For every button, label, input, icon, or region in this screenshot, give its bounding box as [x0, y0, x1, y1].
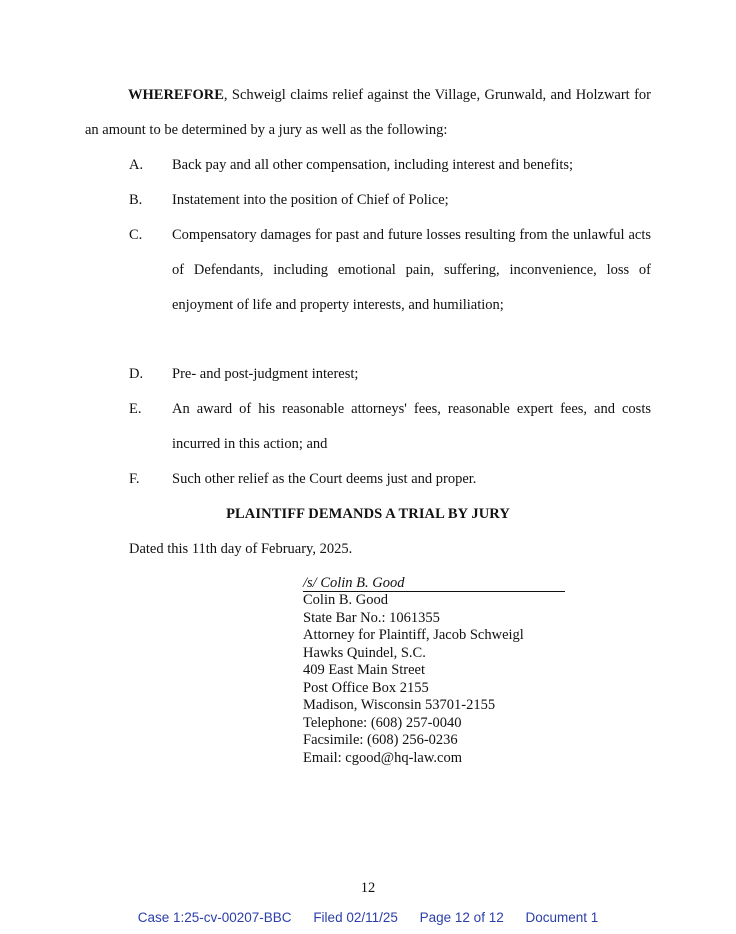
page-number: 12	[360, 880, 376, 896]
telephone: Telephone: (608) 257-0040	[303, 714, 462, 731]
relief-item-text: Back pay and all other compensation, including interest and benefits;	[172, 157, 574, 173]
relief-item-text: An award of his reasonable attorneys' fees, reasonable expert fees, and costs incurred in this action; and	[172, 401, 651, 452]
firm-name: Hawks Quindel, S.C.	[303, 644, 426, 661]
footer-case-number: Case 1:25-cv-00207-BBC	[137, 910, 292, 925]
email: Email: cgood@hq-law.com	[303, 749, 462, 766]
relief-item-letter: F.	[129, 471, 140, 487]
relief-item-text: Pre- and post-judgment interest;	[172, 366, 359, 382]
relief-item-text: Instatement into the position of Chief of Police;	[172, 192, 449, 208]
relief-item-letter: E.	[129, 401, 142, 417]
wherefore-text: , Schweigl claims relief against the Village, Grunwald, and Holzwart for an amount to be determined by a jury as well as the following:	[85, 87, 651, 138]
dated-line: Dated this 11th day of February, 2025.	[129, 541, 353, 557]
signature-line: /s/ Colin B. Good	[303, 575, 565, 592]
court-filing-footer	[0, 910, 736, 926]
relief-item-text: Compensatory damages for past and future losses resulting from the unlawful acts of Defendants, including emotional pain, suffering, inconvenience, loss of enjoyment of life and property interests, and humiliation;	[172, 227, 651, 313]
attorney-for: Attorney for Plaintiff, Jacob Schweigl	[303, 627, 524, 643]
footer-document-number: Document 1	[525, 910, 599, 925]
relief-item-letter: A.	[129, 157, 144, 173]
relief-item-letter: D.	[129, 366, 144, 382]
po-box: Post Office Box 2155	[303, 679, 429, 696]
relief-item-letter: C.	[129, 227, 143, 243]
wherefore-paragraph	[85, 78, 651, 148]
relief-item-f	[129, 462, 651, 497]
relief-item-c	[129, 218, 651, 323]
relief-item-text: Such other relief as the Court deems just and proper.	[172, 471, 477, 487]
wherefore-lead: WHEREFORE	[128, 87, 224, 103]
relief-item-b	[129, 183, 651, 218]
facsimile: Facsimile: (608) 256-0236	[303, 732, 458, 748]
relief-item-e	[129, 392, 651, 462]
jury-demand-heading: PLAINTIFF DEMANDS A TRIAL BY JURY	[226, 506, 510, 522]
relief-item-d	[129, 357, 651, 392]
city-state-zip: Madison, Wisconsin 53701-2155	[303, 697, 496, 713]
relief-item-letter: B.	[129, 192, 143, 208]
signature-block	[303, 575, 565, 767]
state-bar-number: State Bar No.: 1061355	[303, 609, 440, 626]
relief-item-a	[129, 148, 651, 183]
footer-filed-date: Filed 02/11/25	[313, 910, 398, 925]
attorney-name: Colin B. Good	[303, 592, 388, 608]
footer-page-count: Page 12 of 12	[419, 910, 504, 925]
street-address: 409 East Main Street	[303, 662, 426, 678]
